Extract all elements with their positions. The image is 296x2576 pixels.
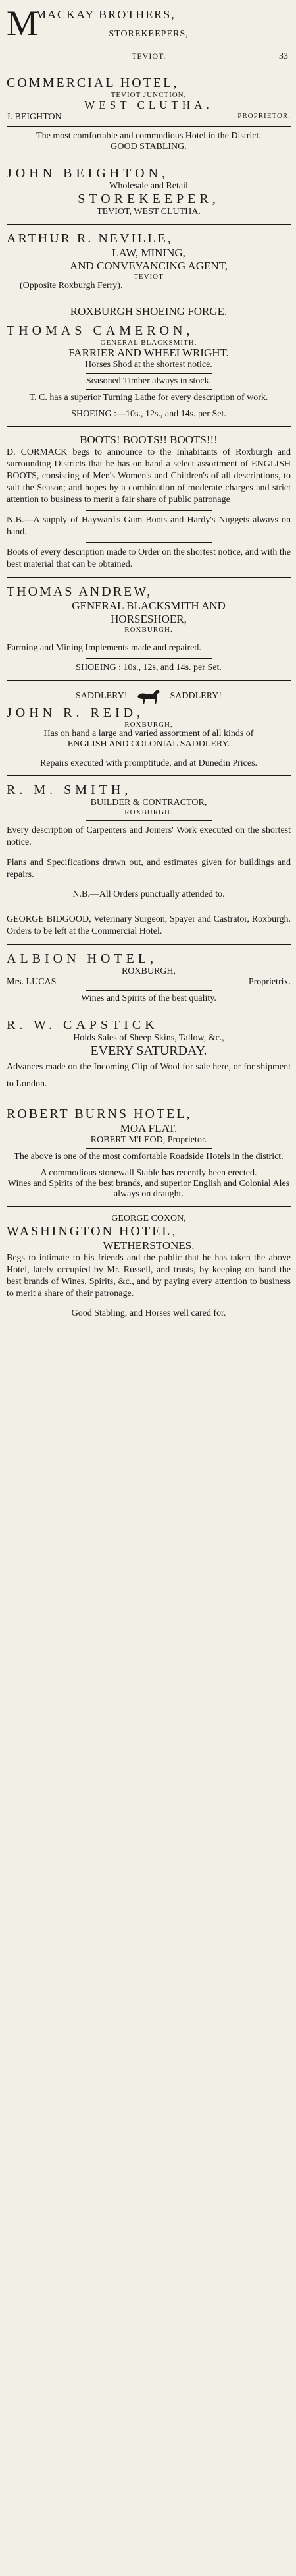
boots-ad	[7, 431, 291, 573]
neville-title: ARTHUR R. NEVILLE,	[7, 231, 173, 246]
albion-role: Proprietrix.	[248, 977, 291, 987]
boots-order: Boots of every description made to Order on the shortest notice, and with the best material that can be obtained.	[7, 547, 291, 569]
commercial-hotel-ad	[7, 73, 291, 155]
short-divider	[86, 1148, 212, 1149]
initial-m: M	[7, 3, 39, 43]
saddlery-line3: ENGLISH AND COLONIAL SADDLERY.	[67, 739, 230, 749]
saddlery-left: SADDLERY!	[75, 691, 128, 702]
albion-owner-row	[7, 977, 291, 988]
burns-line1: MOA FLAT.	[120, 1122, 178, 1134]
short-divider	[86, 820, 212, 821]
smith-line3: Every description of Carpenters and Joiners' Work executed on the shortest notice.	[7, 826, 291, 847]
beighton-line3: TEVIOT, WEST CLUTHA.	[97, 207, 201, 217]
cameron-line6: SHOEING :—10s., 12s., and 14s. per Set.	[71, 409, 226, 419]
burns-line4: A commodious stonewall Stable has recently been erected.	[40, 1168, 257, 1178]
washington-ad	[7, 1211, 291, 1322]
bidgood-body: GEORGE BIDGOOD, Veterinary Surgeon, Spayer and Castrator, Roxburgh. Orders to be left at the Commercial Hotel.	[7, 914, 291, 936]
neville-line4: (Opposite Roxburgh Ferry).	[20, 281, 123, 291]
washington-line1: WETHERSTONES.	[103, 1239, 195, 1252]
washington-title: WASHINGTON HOTEL,	[7, 1224, 178, 1239]
beighton-title: JOHN BEIGHTON,	[7, 166, 169, 181]
short-divider	[86, 542, 212, 543]
saddlery-ad	[7, 685, 291, 771]
cameron-title: THOMAS CAMERON,	[7, 323, 194, 338]
saddlery-header	[7, 687, 291, 706]
capstick-line1: Holds Sales of Sheep Skins, Tallow, &c.,	[73, 1033, 224, 1043]
smith-line2: ROXBURGH.	[124, 808, 173, 816]
cameron-line4: Seasoned Timber always in stock.	[86, 376, 212, 386]
boots-nb: N.B.—A supply of Hayward's Gum Boots and Hardy's Nuggets always on hand.	[7, 515, 291, 537]
divider	[7, 224, 291, 225]
commercial-line1: TEVIOT JUNCTION,	[111, 91, 187, 99]
divider	[7, 944, 291, 945]
page-number: 33	[279, 51, 288, 61]
divider	[7, 1206, 291, 1207]
short-divider	[86, 510, 212, 511]
andrew-line2: HORSESHOER,	[111, 613, 187, 625]
washington-name: GEORGE COXON,	[111, 1214, 186, 1223]
albion-ad	[7, 949, 291, 1007]
saddlery-line2: Has on hand a large and varied assortment of all kinds of	[43, 729, 254, 739]
burns-line3: The above is one of the most comfortable Roadside Hotels in the district.	[14, 1152, 284, 1162]
boots-body: D. CORMACK begs to announce to the Inhabitants of Roxburgh and surrounding Districts that he has on hand a select assortment of ENGLISH BOOTS, consisting of Men's Women's and Children's of all descriptions, to suit the Season; and hopes by a combination of moderate charges and strict attention to business to merit a fair share of public patronage	[7, 447, 291, 505]
divider	[7, 577, 291, 578]
albion-title: ALBION HOTEL,	[7, 951, 158, 966]
commercial-title: COMMERCIAL HOTEL,	[7, 76, 179, 90]
cameron-line2: FARRIER AND WHEELWRIGHT.	[68, 347, 229, 359]
capstick-ad	[7, 1015, 291, 1096]
commercial-line2: WEST CLUTHA.	[84, 99, 213, 111]
andrew-line3: ROXBURGH.	[124, 626, 173, 634]
smith-line5: N.B.—All Orders punctually attended to.	[72, 889, 225, 899]
mackay-title: MACKAY BROTHERS,	[36, 8, 176, 21]
saddlery-line1: ROXBURGH,	[124, 721, 173, 729]
divider	[7, 680, 291, 681]
washington-body: Begs to intimate to his friends and the public that he has taken the above Hotel, lately occupied by Mr. Russell, and trusts, by keeping on hand the best brands of Wines, Spirits, &c., and by paying every attention to business to merit a share of their patronage.	[7, 1253, 291, 1299]
saddlery-line4: Repairs executed with promptitude, and at Dunedin Prices.	[39, 758, 258, 768]
albion-line2: Wines and Spirits of the best quality.	[81, 994, 216, 1003]
andrew-title: THOMAS ANDREW,	[7, 584, 153, 599]
neville-line2: AND CONVEYANCING AGENT,	[69, 260, 228, 272]
burns-ad	[7, 1104, 291, 1202]
capstick-line3: Advances made on the Incoming Clip of Wool for sale here, or for shipment to London.	[7, 1062, 291, 1089]
forge-title: ROXBURGH SHOEING FORGE.	[70, 305, 228, 318]
commercial-owner: J. BEIGHTON	[7, 112, 62, 122]
andrew-line4: Farming and Mining Implements made and repaired.	[7, 643, 201, 653]
andrew-ad	[7, 582, 291, 676]
short-divider	[86, 373, 212, 374]
mackay-subtitle: STOREKEEPERS,	[109, 29, 189, 39]
smith-title: R. M. SMITH,	[7, 783, 132, 797]
commercial-role: PROPRIETOR.	[237, 112, 291, 120]
capstick-line2: EVERY SATURDAY.	[90, 1044, 207, 1058]
saddlery-right: SADDLERY!	[170, 691, 222, 702]
cameron-line1: GENERAL BLACKSMITH,	[100, 339, 197, 347]
cameron-line3: Horses Shod at the shortest notice.	[85, 360, 212, 370]
smith-ad	[7, 780, 291, 903]
neville-ad	[7, 229, 291, 294]
commercial-body1: The most comfortable and commodious Hotel in the District.	[36, 131, 261, 141]
burns-line2: ROBERT M'LEOD, Proprietor.	[90, 1135, 207, 1145]
albion-owner: Mrs. LUCAS	[7, 977, 57, 987]
beighton-line1: Wholesale and Retail	[109, 181, 188, 191]
andrew-line5: SHOEING : 10s., 12s, and 14s. per Set.	[76, 663, 222, 673]
saddlery-title: JOHN R. REID,	[7, 706, 145, 720]
cameron-line5: T. C. has a superior Turning Lathe for every description of work.	[29, 393, 268, 403]
divider	[7, 426, 291, 427]
short-divider	[86, 389, 212, 390]
beighton-ad	[7, 163, 291, 220]
neville-line3: TEVIOT	[134, 273, 164, 281]
smith-line1: BUILDER & CONTRACTOR,	[90, 798, 207, 808]
commercial-owner-row	[7, 112, 291, 123]
burns-title: ROBERT BURNS HOTEL,	[7, 1107, 192, 1121]
divider	[7, 775, 291, 776]
andrew-line1: GENERAL BLACKSMITH AND	[72, 600, 226, 612]
short-divider	[86, 658, 212, 659]
short-divider	[86, 990, 212, 991]
smith-line4: Plans and Specifications drawn out, and estimates given for buildings and repairs.	[7, 858, 291, 880]
neville-line1: LAW, MINING,	[112, 246, 185, 259]
albion-line1: ROXBURGH,	[121, 966, 176, 976]
commercial-body2: GOOD STABLING.	[111, 142, 187, 152]
horse-icon	[135, 687, 162, 706]
burns-line5: Wines and Spirits of the best brands, and superior English and Colonial Ales always on draught.	[7, 1179, 290, 1199]
mackay-header	[7, 4, 291, 65]
cameron-ad	[7, 321, 291, 422]
divider	[7, 126, 291, 127]
boots-title: BOOTS! BOOTS!! BOOTS!!!	[80, 434, 218, 446]
washington-line2: Good Stabling, and Horses well cared for.	[71, 1308, 226, 1318]
newspaper-page	[7, 4, 291, 1330]
capstick-title: R. W. CAPSTICK	[7, 1018, 159, 1032]
mackay-place: TEVIOT.	[132, 51, 166, 61]
beighton-line2: STOREKEEPER,	[78, 192, 220, 206]
